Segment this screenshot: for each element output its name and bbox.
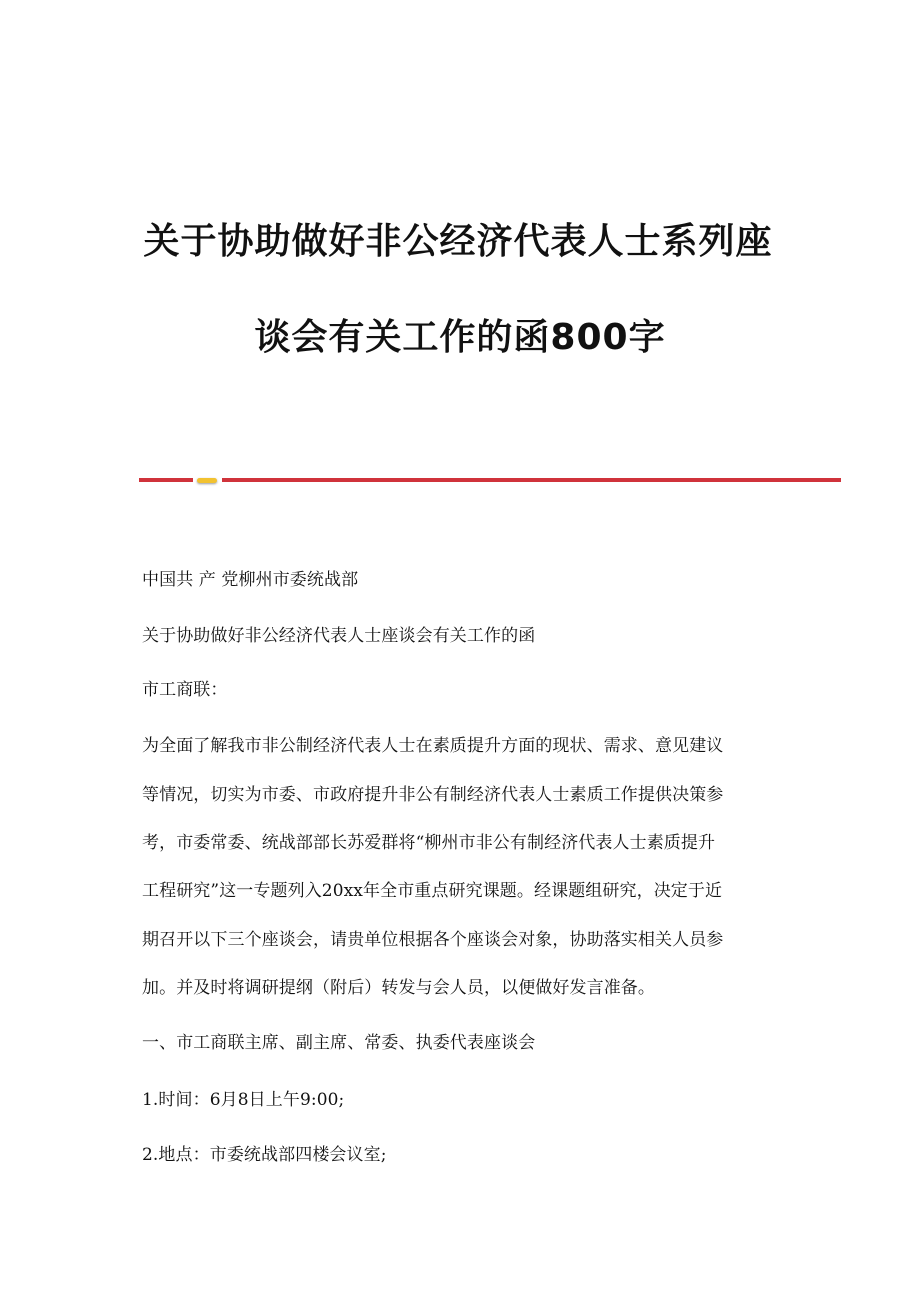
sender-line: 中国共 产 党柳州市委统战部 [142, 570, 359, 590]
recipient-line: 市工商联： [142, 680, 228, 700]
subject-line: 关于协助做好非公经济代表人士座谈会有关工作的函 [142, 626, 536, 646]
body-paragraph-line: 加。并及时将调研提纲（附后）转发与会人员，以便做好发言准备。 [142, 978, 655, 998]
body-paragraph-line: 工程研究”这一专题列入20xx年全市重点研究课题。经课题组研究，决定于近 [142, 881, 723, 901]
title-divider-right [222, 478, 841, 482]
body-paragraph-line: 为全面了解我市非公制经济代表人士在素质提升方面的现状、需求、意见建议 [142, 736, 724, 756]
title-divider-left [139, 478, 193, 482]
section-heading: 一、市工商联主席、副主席、常委、执委代表座谈会 [142, 1033, 536, 1053]
body-paragraph-line: 等情况，切实为市委、市政府提升非公有制经济代表人士素质工作提供决策参 [142, 785, 724, 805]
divider-ornament-icon [197, 478, 217, 483]
document-title-line-1: 关于协助做好非公经济代表人士系列座 [143, 221, 773, 262]
body-paragraph-line: 考，市委常委、统战部部长苏爱群将“柳州市非公有制经济代表人士素质提升 [142, 833, 716, 853]
document-title-line-2: 谈会有关工作的函800字 [254, 317, 666, 358]
list-item-time: 1.时间：6月8日上午9:00; [142, 1090, 345, 1110]
list-item-location: 2.地点：市委统战部四楼会议室; [142, 1145, 387, 1165]
body-paragraph-line: 期召开以下三个座谈会，请贵单位根据各个座谈会对象，协助落实相关人员参 [142, 930, 724, 950]
